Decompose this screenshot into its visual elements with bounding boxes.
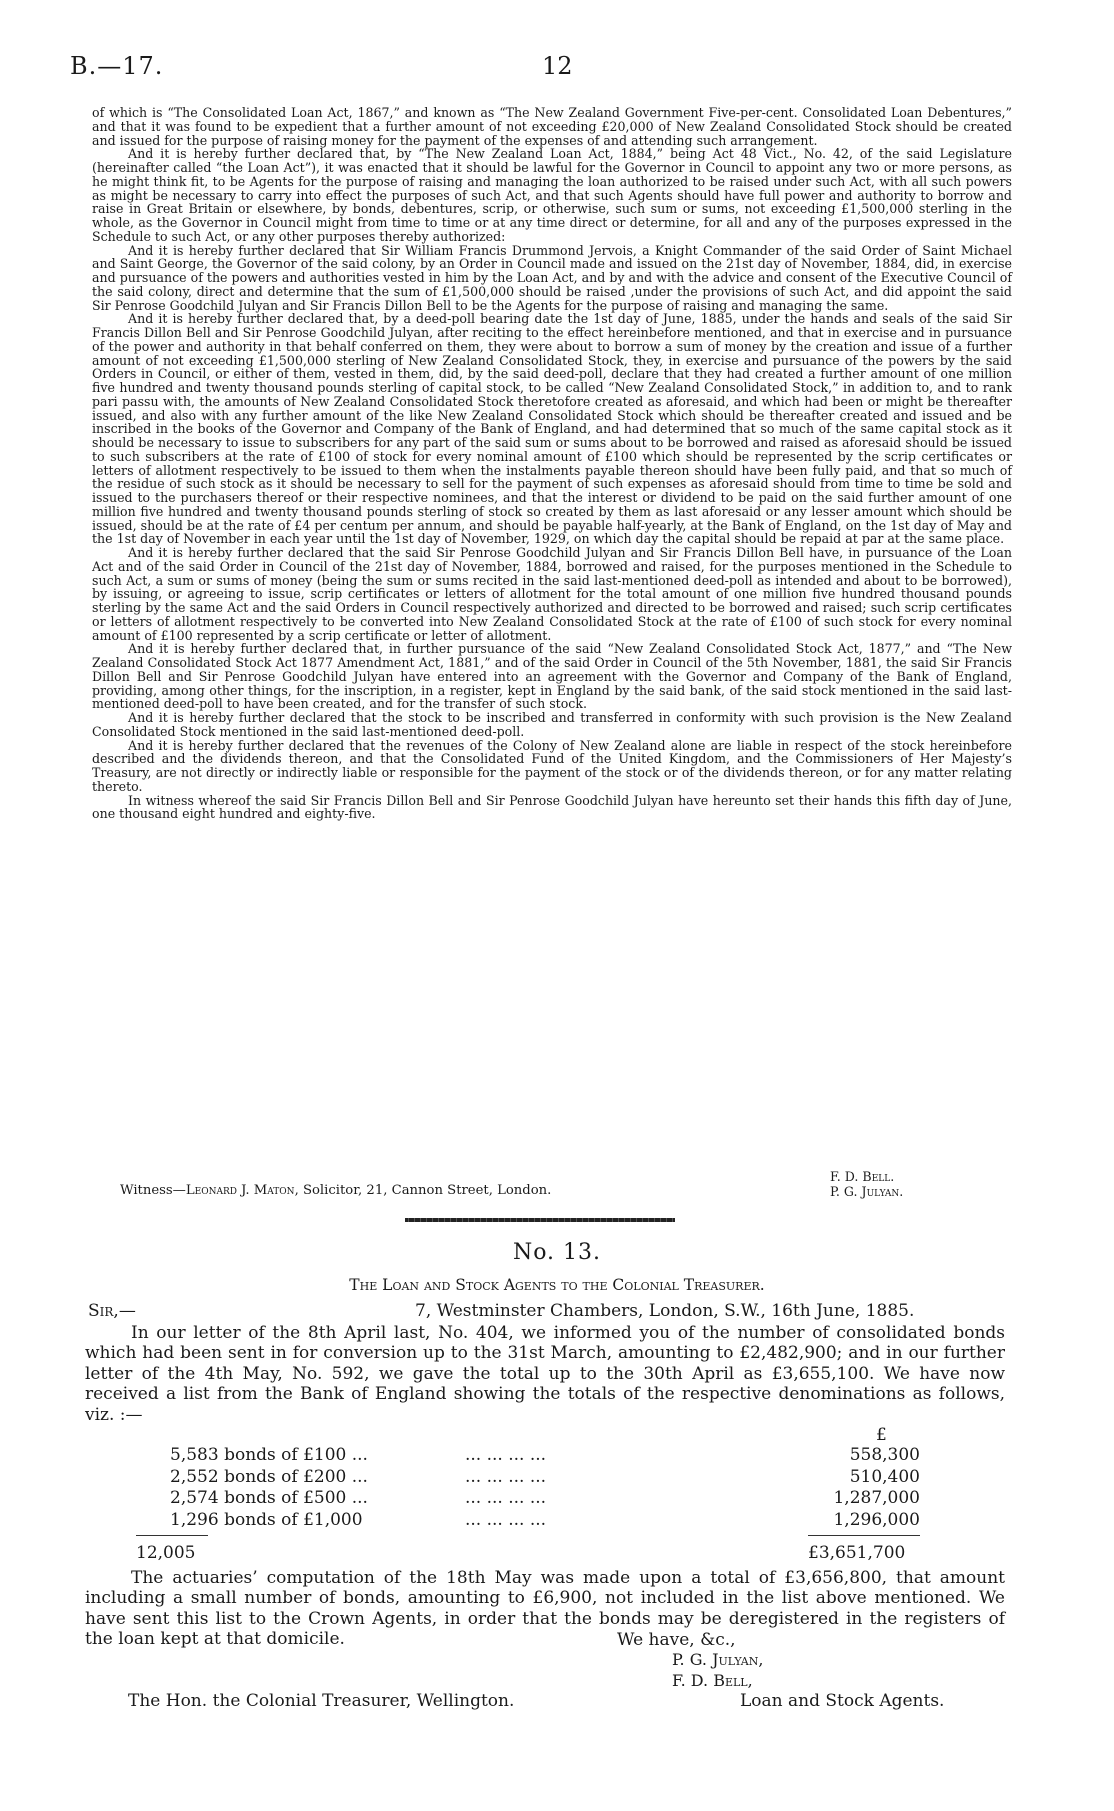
witness-prefix: Witness— [120, 1183, 186, 1198]
bonds-table [170, 1445, 930, 1531]
table-row [170, 1488, 930, 1510]
witness-name: Leonard J. Maton [185, 1183, 295, 1198]
deed-paragraph: And it is hereby further declared that the revenues of the Colony of New Zealand alone are liable in respect of the stock hereinbefore described and the dividends thereon, and that the Consolidated Fund of the United Kingdom, and the Commissioners of Her Majesty’s Treasury, are not directly or indirectly liable or responsible for the payment of the stock or of the dividends thereon, or for any matter relating thereto. [92, 737, 1012, 794]
agents-title: Loan and Stock Agents. [740, 1691, 945, 1711]
leader-dots: ... ... ... ... [465, 1488, 547, 1508]
signature-julyan: P. G. Julyan, [672, 1650, 764, 1669]
total-bond-count: 12,005 [136, 1543, 196, 1563]
addressee: The Hon. the Colonial Treasurer, Wellington. [128, 1691, 515, 1711]
deed-paragraph: of which is “The Consolidated Loan Act, 1867,” and known as “The New Zealand Government Five-per-cent. Consolidated Loan Debentures,” and that it was found to be expedient that a further amount of not exceeding £20,000 of New Zealand Consolidated Stock should be created and issued for the purpose of raising money for the payment of the expenses of and attending such arrangement. [92, 105, 1012, 148]
leader-dots: ... ... ... ... [465, 1509, 547, 1530]
deed-paragraph: And it is hereby further declared that, by “The New Zealand Loan Act, 1884,” being Act 48 Vict., No. 42, of the said Legislature (hereinafter called “the Loan Act”), it was enacted that it should be lawful for the Governor in Council to appoint any two or more persons, as he might think fit, to be Agents for the purpose of raising and managing the loan authorized to be raised under such Act, with all such powers as might be necessary to carry into effect the purposes of such Act, and that such Agents should have full power and authority to borrow and raise in Great Britain or elsewhere, by bonds, debentures, scrip, or otherwise, such sum or sums, not exceeding £1,500,000 sterling in the whole, as the Governor in Council might from time to time or at any time direct or determine, for all and any of the purposes expressed in the Schedule to such Act, or any other purposes thereby authorized: [92, 146, 1012, 244]
section-divider [405, 1218, 675, 1222]
salutation: Sir,— [88, 1301, 136, 1321]
letter-body-1 [85, 1323, 1005, 1425]
bond-amount: 1,287,000 [833, 1488, 920, 1508]
signature-bell: F. D. Bell, [672, 1670, 753, 1690]
deed-paragraph: And it is hereby further declared that, in further pursuance of the said “New Zealand Consolidated Stock Act, 1877,” and “The New Zealand Consolidated Stock Act 1877 Amendment Act, 1881,” and of the said Order in Council of the 5th November, 1881, the said Sir Francis Dillon Bell and Sir Penrose Goodchild Julyan have entered into an agreement with the Governor and Company of the Bank of England, providing, among other things, for the inscription, in a register, kept in England by the said bank, of the said stock mentioned in the said last-mentioned deed-poll to have been created, and for the transfer of such stock. [92, 641, 1012, 712]
table-row [170, 1510, 930, 1532]
leader-dots: ... ... ... ... [465, 1466, 547, 1487]
witness-line [120, 1183, 551, 1198]
deed-paragraph: And it is hereby further declared that the stock to be inscribed and transferred in conformity with such provision is the New Zealand Consolidated Stock mentioned in the said last-mentioned deed-poll. [92, 710, 1012, 739]
total-bond-amount: £3,651,700 [808, 1543, 906, 1563]
bond-denomination: 5,583 bonds of £100 ... [170, 1445, 368, 1465]
deed-signatures [830, 1169, 903, 1199]
deed-paragraph: And it is hereby further declared that Sir William Francis Drummond Jervois, a Knight Commander of the said Order of Saint Michael and Saint George, the Governor of the said colony, by an Order in Council made and issued on the 21st day of November, 1884, did, in exercise and pursuance of the powers and authorities vested in him by the Loan Act, and by and with the advice and consent of the Executive Council of the said colony, direct and determine that the sum of £1,500,000 should be raised ,under the provisions of such Act, and did appoint the said Sir Penrose Goodchild Julyan and Sir Francis Dillon Bell to be the Agents for the purpose of raising and managing the same. [92, 242, 1012, 313]
bond-denomination: 1,296 bonds of £1,000 [170, 1509, 363, 1530]
deed-paragraph: And it is hereby further declared that, by a deed-poll bearing date the 1st day of June, 1885, under the hands and seals of the said Sir Francis Dillon Bell and Sir Penrose Goodchild Julyan, after reciting to the effect hereinbefore mentioned, and that in exercise and in pursuance of the power and authority in that behalf conferred on them, they were about to borrow a sum of money by the creation and issue of a further amount of not exceeding £1,500,000 sterling of New Zealand Consolidated Stock, they, in exercise and pursuance of the powers by the said Orders in Council, or either of them, vested in them, did, by the said deed-poll, declare that they had created a further amount of one million five hundred and twenty thousand pounds sterling of capital stock, to be called “New Zealand Consolidated Stock,” in addition to, and to rank pari passu with, the amounts of New Zealand Consolidated Stock theretofore created as aforesaid, and which had been or might be thereafter issued, and also with any further amount of the like New Zealand Consolidated Stock which should be thereafter created and issued and be inscribed in the books of the Governor and Company of the Bank of England, and had determined that so much of the same capital stock as it should be necessary to issue to subscribers for any part of the said sum or sums about to be borrowed and raised as aforesaid should be issued to such subscribers at the rate of £100 of stock for every nominal amount of £100 which should be represented by the scrip certificates or letters of allotment respectively to be issued to them when the instalments payable thereon should have been fully paid, and that so much of the residue of such stock as it should be necessary to sell for the payment of such expenses as aforesaid should from time to time be sold and issued to the purchasers thereof or their respective nominees, and that the interest or dividend to be paid on the said further amount of one million five hundred and twenty thousand pounds sterling of stock so created by them as last aforesaid or any lesser amount which should be issued, should be at the rate of £4 per centum per annum, and should be payable half-yearly, at the Bank of England, on the 1st day of May and the 1st day of November in each year until the 1st day of November, 1929, on which day the capital should be repaid at par at the same place. [92, 311, 1012, 547]
letter-paragraph: In our letter of the 8th April last, No. 404, we informed you of the number of consolidated bonds which had been sent in for conversion up to the 31st March, amounting to £2,482,900; and in our further letter of the 4th May, No. 592, we gave the total up to the 30th April as £3,655,100. We have now received a list from the Bank of England showing the totals of the respective denominations as follows, viz. :— [85, 1323, 1005, 1425]
deed-poll-text [92, 106, 1012, 821]
bond-amount: 1,296,000 [833, 1509, 920, 1530]
letter-paragraph: The actuaries’ computation of the 18th May was made upon a total of £3,656,800, that amount including a small number of bonds, amounting to £6,900, not included in the list above mentioned. We have sent this list to the Crown Agents, in order that the bonds may be deregistered in the registers of the loan kept at that domicile. [85, 1568, 1005, 1650]
total-rule-count [136, 1535, 208, 1536]
letter-signatures [672, 1650, 763, 1691]
bond-denomination: 2,574 bonds of £500 ... [170, 1488, 368, 1508]
leader-dots: ... ... ... ... [465, 1445, 547, 1465]
letter-closing: We have, &c., [617, 1630, 736, 1650]
deed-paragraph: And it is hereby further declared that the said Sir Penrose Goodchild Julyan and Sir Francis Dillon Bell have, in pursuance of the Loan Act and of the said Order in Council of the 21st day of November, 1884, borrowed and raised, for the purposes mentioned in the Schedule to such Act, a sum or sums of money (being the sum or sums recited in the said last-mentioned deed-poll as intended and about to be borrowed), by issuing, or agreeing to issue, scrip certificates or letters of allotment for the total amount of one million five hundred thousand pounds sterling by the same Act and the said Orders in Council respectively authorized and directed to be borrowed and raised; such scrip certificates or letters of allotment respectively to be converted into New Zealand Consolidated Stock at the rate of £100 of such stock for every nominal amount of £100 represented by a scrip certificate or letter of allotment. [92, 545, 1012, 643]
sender-address: 7, Westminster Chambers, London, S.W., 16th June, 1885. [415, 1301, 915, 1321]
signature-bell: F. D. Bell. [830, 1169, 895, 1184]
letter-title: The Loan and Stock Agents to the Colonial Treasurer. [349, 1276, 765, 1294]
signature-julyan: P. G. Julyan. [830, 1184, 904, 1199]
bond-amount: 510,400 [849, 1466, 920, 1487]
page-number: 12 [542, 52, 573, 80]
deed-paragraph: In witness whereof the said Sir Francis Dillon Bell and Sir Penrose Goodchild Julyan have hereunto set their hands this fifth day of June, one thousand eight hundred and eighty-five. [92, 792, 1012, 822]
currency-column-header: £ [876, 1425, 887, 1445]
parliamentary-reference: B.—17. [70, 52, 164, 80]
bond-denomination: 2,552 bonds of £200 ... [170, 1466, 368, 1487]
page-header [70, 52, 1045, 92]
letter-number: No. 13. [512, 1240, 602, 1265]
witness-details: , Solicitor, 21, Cannon Street, London. [294, 1183, 552, 1198]
table-row [170, 1467, 930, 1489]
letter-body-2 [85, 1568, 1005, 1650]
bond-amount: 558,300 [849, 1445, 920, 1465]
table-row [170, 1445, 930, 1467]
total-rule-amount [808, 1535, 920, 1536]
